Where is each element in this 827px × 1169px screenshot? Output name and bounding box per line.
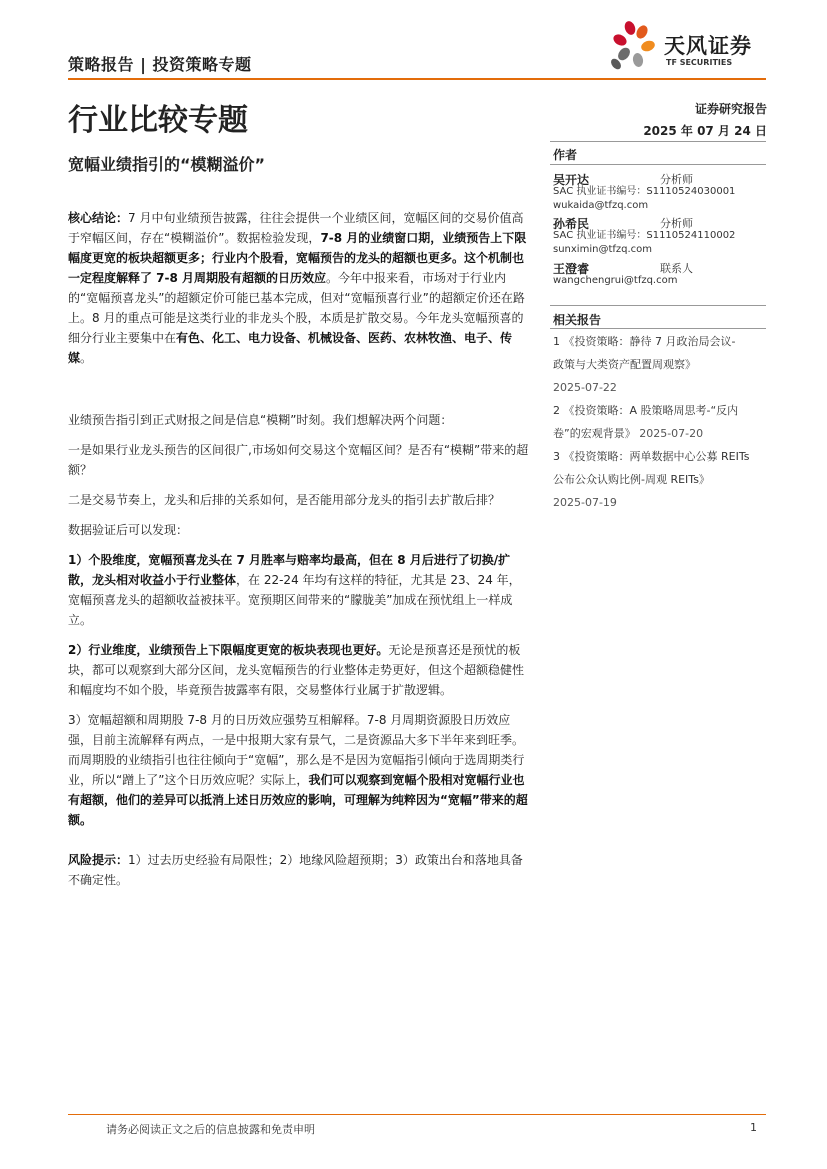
author-role: 分析师 <box>660 173 693 186</box>
logo <box>610 18 770 74</box>
footer-disclaimer[interactable]: 请务必阅读正文之后的信息披露和免责申明 <box>106 1123 315 1136</box>
header-divider <box>68 78 766 80</box>
author-name: 吴开达 <box>553 173 590 187</box>
logo-text-cn: 天风证券 <box>664 34 752 58</box>
sidebar-divider <box>550 328 766 329</box>
related-item[interactable]: 3 《投资策略：两单数据中心公募 REITs 公布公众认购比例-周观 REITs》 2025-07-19 <box>553 450 750 509</box>
report-type: 证券研究报告 <box>694 102 767 116</box>
body-paragraph: 二是交易节奏上，龙头和后排的关系如何，是否能用部分龙头的指引去扩散后排？ <box>68 493 501 507</box>
author-role: 联系人 <box>660 262 693 275</box>
author-email[interactable]: wangchengrui@tfzq.com <box>553 275 678 286</box>
author-name: 孙希民 <box>553 217 590 231</box>
related-item[interactable]: 2 《投资策略：A 股策略周思考-“反内 卷”的宏观背景》 2025-07-20 <box>553 404 739 440</box>
author-block <box>553 169 768 213</box>
body-paragraph: 数据验证后可以发现： <box>68 523 189 537</box>
sidebar-divider-top <box>550 141 766 142</box>
related-list <box>553 330 768 514</box>
page-title: 行业比较专题 <box>68 103 248 138</box>
page-number: 1 <box>750 1121 757 1134</box>
page-subtitle: 宽幅业绩指引的“模糊溢价” <box>68 155 266 174</box>
authors-heading: 作者 <box>553 148 578 162</box>
footer-divider <box>68 1114 766 1115</box>
author-cert: SAC 执业证书编号：S1110524110002 <box>553 230 736 241</box>
related-heading: 相关报告 <box>553 313 602 327</box>
sidebar-divider <box>550 164 766 165</box>
finding-2: 2）行业维度，业绩预告上下限幅度更宽的板块表现也更好。无论是预喜还是预忧的板块，都可以观察到大部分区间，龙头宽幅预告的行业整体走势更好，但这个超额稳健性和幅度均不如个股，毕竟预告披露率有限，交易整体行业属于扩散逻辑。 <box>68 643 525 697</box>
report-date: 2025 年 07 月 24 日 <box>643 124 767 138</box>
author-role: 分析师 <box>660 217 693 230</box>
main-content <box>68 208 530 890</box>
author-block <box>553 258 768 288</box>
finding-3: 3）宽幅超额和周期股 7-8 月的日历效应强势互相解释。7-8 月周期资源股日历效应强，目前主流解释有两点，一是中报期大家有景气，二是资源品大多下半年来到旺季。而周期股的业绩指引也往往倾向于“宽幅”，那么是不是因为宽幅指引倾向于选周期类行业，所以“蹭上了”这个日历效应呢？实际上，我们可以观察到宽幅个股相对宽幅行业也有超额，他们的差异可以抵消上述日历效应的影响，可理解为纯粹因为“宽幅”带来的超额。 <box>68 713 528 827</box>
finding-1: 1）个股维度，宽幅预喜龙头在 7 月胜率与赔率均最高，但在 8 月后进行了切换/扩散，龙头相对收益小于行业整体，在 22-24 年均有这样的特征，尤其是 23、24 年，宽幅预喜龙头的超额收益被抹平。宽预期区间带来的“朦胧美”加成在预忧组上一样成立。 <box>68 553 521 627</box>
logo-text-en: TF SECURITIES <box>666 58 733 67</box>
author-name: 王澄睿 <box>553 262 590 276</box>
author-email[interactable]: wukaida@tfzq.com <box>553 200 649 211</box>
author-email[interactable]: sunximin@tfzq.com <box>553 244 653 255</box>
risk-warning: 风险提示：1）过去历史经验有局限性；2）地缘风险超预期；3）政策出台和落地具备不确定性。 <box>68 853 523 887</box>
author-cert: SAC 执业证书编号：S1110524030001 <box>553 186 736 197</box>
tf-logo-icon <box>610 20 662 72</box>
sidebar-divider <box>550 305 766 306</box>
header-tag: 策略报告 | 投资策略专题 <box>68 55 252 74</box>
related-item[interactable]: 1 《投资策略：静待 7 月政治局会议- 政策与大类资产配置周观察》 2025-07-22 <box>553 335 736 394</box>
core-conclusion: 核心结论：7 月中旬业绩预告披露，往往会提供一个业绩区间，宽幅区间的交易价值高于窄幅区间，存在“模糊溢价”。数据检验发现，7-8 月的业绩窗口期，业绩预告上下限幅度更宽的板块超额更多；行业内个股看，宽幅预告的龙头的超额也更多。这个机制也一定程度解释了 7-8 月周期股有超额的日历效应。今年中报来看，市场对于行业内的“宽幅预喜龙头”的超额定价可能已基本完成，但对“宽幅预喜行业”的超额定价还在路上。8 月的重点可能是这类行业的非龙头个股，本质是扩散交易。今年龙头宽幅预喜的细分行业主要集中在有色、化工、电力设备、机械设备、医药、农林牧渔、电子、传媒。 <box>68 211 527 365</box>
author-block <box>553 213 768 257</box>
body-paragraph: 业绩预告指引到正式财报之间是信息“模糊”时刻。我们想解决两个问题： <box>68 413 453 427</box>
body-paragraph: 一是如果行业龙头预告的区间很广,市场如何交易这个宽幅区间？是否有“模糊”带来的超额？ <box>68 443 529 477</box>
